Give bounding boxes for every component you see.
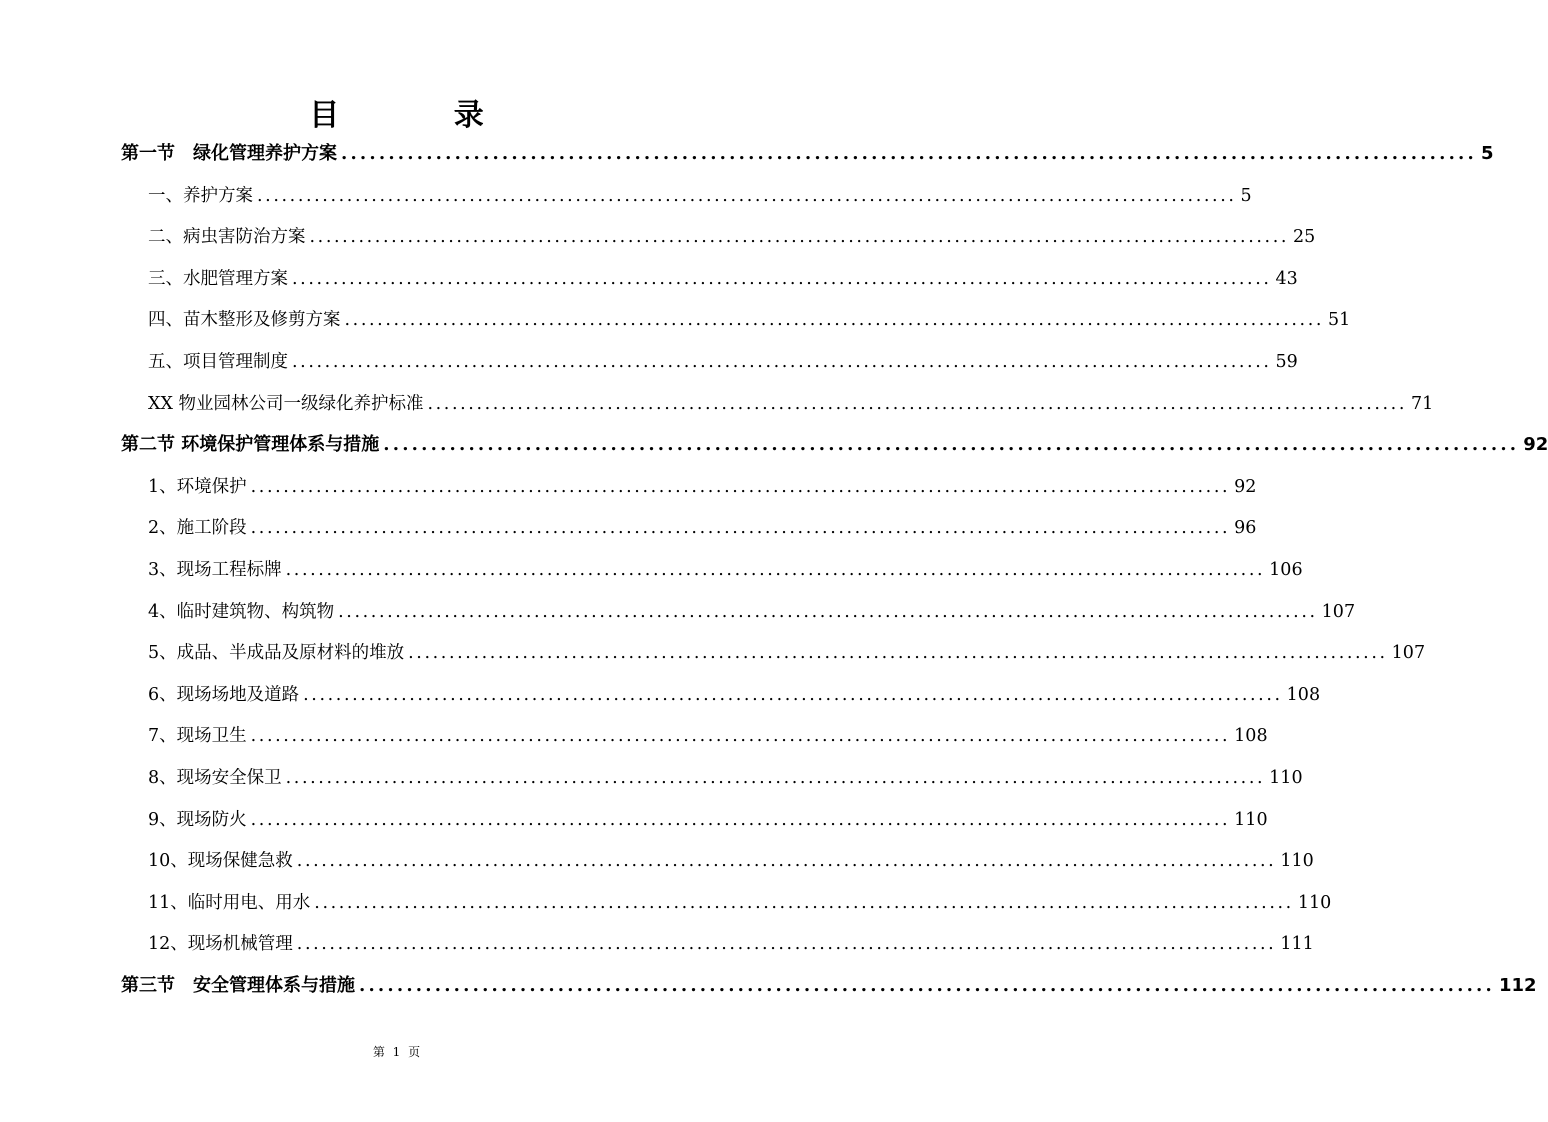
toc-page-number: 112 (1499, 975, 1537, 996)
toc-entry-label: 三、水肥管理方案 (148, 268, 288, 289)
toc-page-number: 5 (1240, 185, 1252, 206)
toc-page-number: 5 (1481, 143, 1494, 164)
toc-entry-label: 9、现场防火 (148, 809, 247, 830)
toc-leader-dots: ........................................................................................................................ (359, 975, 1495, 996)
toc-page-number: 92 (1234, 476, 1257, 497)
toc-leader-dots: ........................................................................................................................ (309, 227, 1290, 248)
toc-item-entry[interactable] (148, 512, 1257, 544)
toc-entry-label: 10、现场保健急救 (148, 851, 293, 872)
toc-leader-dots: ........................................................................................................................ (296, 851, 1277, 872)
toc-leader-dots: ........................................................................................................................ (250, 476, 1231, 497)
toc-page-number: 108 (1234, 726, 1268, 747)
toc-item-entry[interactable] (148, 679, 1321, 711)
toc-leader-dots: ........................................................................................................................ (383, 434, 1520, 456)
toc-entry-label: 6、现场场地及道路 (148, 684, 300, 705)
toc-leader-dots: ........................................................................................................................ (285, 560, 1266, 580)
toc-entry-label: 第三节 安全管理体系与措施 (121, 975, 355, 996)
toc-entry-label: 2、施工阶段 (148, 518, 247, 539)
toc-leader-dots: ........................................................................................................................ (250, 809, 1231, 830)
toc-entry-label: 五、项目管理制度 (148, 352, 288, 372)
toc-page-number: 110 (1280, 851, 1314, 872)
toc-page-number: 59 (1275, 352, 1298, 372)
toc-leader-dots: ........................................................................................................................ (257, 185, 1237, 206)
toc-leader-dots: ........................................................................................................................ (292, 268, 1272, 289)
toc-section-entry[interactable] (121, 138, 1494, 170)
toc-page-number: 25 (1293, 227, 1316, 248)
toc-item-entry[interactable] (148, 180, 1252, 212)
toc-section-entry[interactable] (121, 970, 1537, 1002)
toc-entry-label: 7、现场卫生 (148, 726, 247, 747)
toc-entry-label: 1、环境保护 (148, 476, 247, 497)
toc-item-entry[interactable] (148, 887, 1332, 919)
page-footer: 第 1 页 (372, 1045, 421, 1059)
toc-entry-label: 5、成品、半成品及原材料的堆放 (148, 643, 405, 664)
toc-entry-label: 8、现场安全保卫 (148, 768, 282, 788)
toc-entry-label: 二、病虫害防治方案 (148, 227, 306, 248)
toc-page-number: 107 (1321, 601, 1356, 622)
toc-page-number: 108 (1286, 684, 1321, 705)
toc-leader-dots: ........................................................................................................................ (296, 934, 1277, 955)
toc-leader-dots: ........................................................................................................................ (427, 393, 1408, 414)
toc-page-number: 106 (1269, 560, 1303, 580)
toc-item-entry[interactable] (148, 845, 1314, 877)
toc-entry-label: 3、现场工程标牌 (148, 560, 282, 580)
toc-leader-dots: ........................................................................................................................ (285, 768, 1266, 788)
toc-leader-dots: ........................................................................................................................ (292, 352, 1272, 372)
toc-entry-label: 11、临时用电、用水 (148, 892, 311, 913)
toc-page-number: 51 (1328, 310, 1351, 331)
toc-leader-dots: ........................................................................................................................ (408, 643, 1388, 664)
toc-entry-label: XX 物业园林公司一级绿化养护标准 (148, 393, 424, 414)
toc-item-entry[interactable] (148, 346, 1298, 378)
toc-leader-dots: ........................................................................................................................ (303, 684, 1283, 705)
toc-page-number: 92 (1523, 434, 1548, 456)
page-title: 目 录 (309, 98, 536, 133)
toc-entry-label: 一、养护方案 (148, 185, 253, 206)
toc-item-entry[interactable] (148, 762, 1303, 794)
toc-leader-dots: ........................................................................................................................ (341, 143, 1477, 164)
toc-item-entry[interactable] (148, 304, 1351, 336)
toc-page-number: 110 (1297, 892, 1332, 913)
toc-leader-dots: ........................................................................................................................ (250, 726, 1231, 747)
toc-entry-label: 4、临时建筑物、构筑物 (148, 601, 335, 622)
toc-page-number: 110 (1234, 809, 1268, 830)
toc-page-number: 107 (1391, 643, 1426, 664)
toc-item-entry[interactable] (148, 388, 1434, 420)
toc-item-entry[interactable] (148, 596, 1356, 628)
toc-item-entry[interactable] (148, 928, 1314, 960)
toc-item-entry[interactable] (148, 221, 1316, 253)
toc-item-entry[interactable] (148, 263, 1298, 295)
toc-entry-label: 第二节 环境保护管理体系与措施 (121, 434, 380, 456)
toc-leader-dots: ........................................................................................................................ (314, 892, 1294, 913)
toc-item-entry[interactable] (148, 554, 1303, 586)
toc-leader-dots: ........................................................................................................................ (338, 601, 1318, 622)
toc-item-entry[interactable] (148, 720, 1268, 752)
toc-item-entry[interactable] (148, 471, 1257, 503)
toc-entry-label: 第一节 绿化管理养护方案 (121, 143, 337, 164)
toc-section-entry[interactable] (121, 429, 1548, 461)
toc-leader-dots: ........................................................................................................................ (344, 310, 1325, 331)
toc-entry-label: 12、现场机械管理 (148, 934, 293, 955)
toc-page-number: 43 (1275, 268, 1298, 289)
toc-item-entry[interactable] (148, 804, 1268, 836)
toc-item-entry[interactable] (148, 637, 1426, 669)
toc-page-number: 71 (1411, 393, 1434, 414)
toc-entry-label: 四、苗木整形及修剪方案 (148, 310, 341, 331)
toc-page-number: 110 (1269, 768, 1303, 788)
toc-page-number: 96 (1234, 518, 1257, 539)
toc-leader-dots: ........................................................................................................................ (250, 518, 1231, 539)
toc-page-number: 111 (1280, 934, 1314, 955)
